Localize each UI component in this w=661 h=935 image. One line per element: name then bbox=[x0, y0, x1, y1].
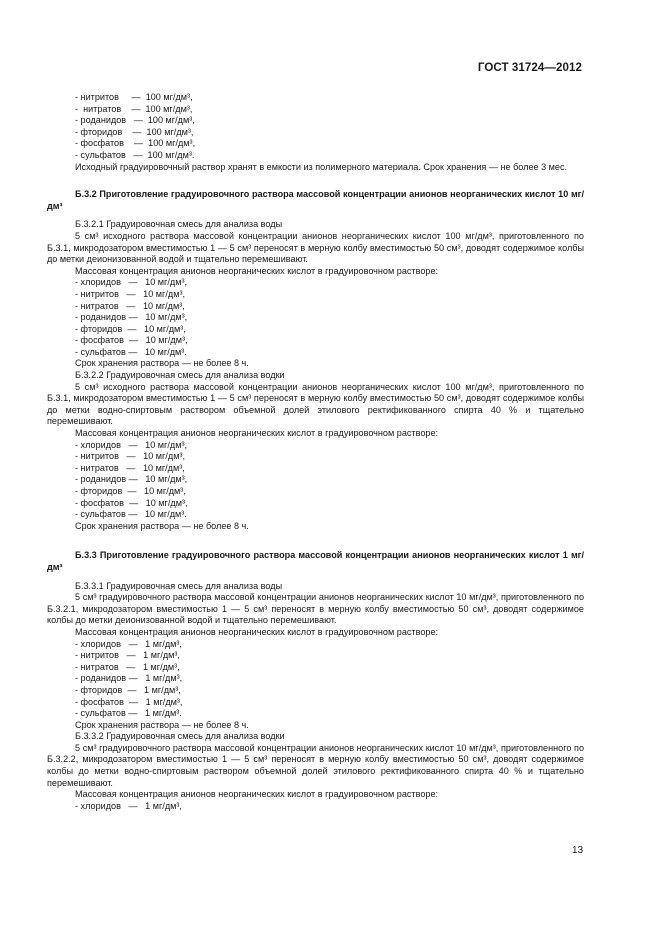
section-heading-b33: Б.3.3 Приготовление градуировочного раствора массовой концентрации анионов неорганических кислот 1 мг/дм³ bbox=[47, 550, 584, 572]
list-item: - роданидов — 10 мг/дм³, bbox=[75, 474, 188, 485]
anion-list-100 bbox=[47, 92, 584, 162]
list-item: - сульфатов — 10 мг/дм³. bbox=[75, 346, 187, 357]
storage-note: Срок хранения раствора — не более 8 ч. bbox=[75, 520, 249, 531]
anion-list bbox=[47, 440, 584, 521]
list-item: - нитратов — 10 мг/дм³, bbox=[75, 300, 185, 311]
list-item: - сульфатов — 10 мг/дм³. bbox=[75, 509, 187, 520]
list-item: - фосфатов — 1 мг/дм³, bbox=[75, 696, 183, 707]
standard-number: ГОСТ 31724—2012 bbox=[477, 62, 582, 74]
anion-list bbox=[47, 277, 584, 358]
subsection-title: Б.3.3.1 Градуировочная смесь для анализа воды bbox=[75, 580, 283, 591]
paragraph: 5 см³ градуировочного раствора массовой концентрации анионов неорганических кислот 10 мг/дм³, приготовленного по Б.3.2.1, микродозатором вместимостью 1 — 5 см³ переносят в мерную колбу вместимостью 50 см³, доводят содержимое колбы до метки деионизованной водой и тщательно перемешивают. bbox=[47, 592, 584, 626]
list-item: - нитратов — 10 мг/дм³, bbox=[75, 462, 185, 473]
list-item: - фторидов — 100 мг/дм³, bbox=[75, 126, 194, 137]
concentration-intro: Массовая концентрация анионов неорганических кислот в градуировочном растворе: bbox=[75, 626, 439, 637]
list-item: - хлоридов — 10 мг/дм³, bbox=[75, 439, 188, 450]
storage-paragraph: Исходный градуировочный раствор хранят в емкости из полимерного материала. Срок хранения — не более 3 мес. bbox=[75, 161, 568, 172]
paragraph: 5 см³ градуировочного раствора массовой концентрации анионов неорганических кислот 10 мг/дм³, приготовленного по Б.3.2.2, микродозатором вместимостью 1 — 5 см³ переносят в мерную колбу вместимостью 50 см³, доводят содержимое колбы до метки водно-спиртовым раствором объемной долей этилового ректификованного спирта 40 % и тщательно перемешивают. bbox=[47, 742, 584, 788]
anion-list bbox=[47, 801, 584, 813]
list-item: - фосфатов — 100 мг/дм³, bbox=[75, 138, 196, 149]
list-item: - нитритов — 10 мг/дм³, bbox=[75, 288, 186, 299]
list-item: - роданидов — 100 мг/дм³, bbox=[75, 115, 195, 126]
list-item: - нитратов — 100 мг/дм³, bbox=[75, 103, 193, 114]
list-item: - сульфатов — 1 мг/дм³. bbox=[75, 708, 182, 719]
list-item: - нитратов — 1 мг/дм³, bbox=[75, 661, 180, 672]
list-item: - фторидов — 1 мг/дм³, bbox=[75, 684, 181, 695]
list-item: - хлоридов — 1 мг/дм³, bbox=[75, 800, 182, 811]
list-item: - фосфатов — 10 мг/дм³, bbox=[75, 335, 188, 346]
subsection-title: Б.3.3.2 Градуировочная смесь для анализа водки bbox=[75, 731, 285, 742]
section-heading-b32: Б.3.2 Приготовление градуировочного раствора массовой концентрации анионов неорганических кислот 10 мг/дм³ bbox=[47, 189, 584, 211]
concentration-intro: Массовая концентрация анионов неорганических кислот в градуировочном растворе: bbox=[75, 428, 439, 439]
list-item: - роданидов — 1 мг/дм³, bbox=[75, 673, 183, 684]
document-body bbox=[47, 92, 584, 812]
concentration-intro: Массовая концентрация анионов неорганических кислот в градуировочном растворе: bbox=[75, 265, 439, 276]
storage-note: Срок хранения раствора — не более 8 ч. bbox=[75, 719, 249, 730]
list-item: - хлоридов — 1 мг/дм³, bbox=[75, 638, 182, 649]
list-item: - роданидов — 10 мг/дм³, bbox=[75, 312, 188, 323]
subsection-title: Б.3.2.2 Градуировочная смесь для анализа водки bbox=[75, 370, 285, 381]
list-item: - фторидов — 10 мг/дм³, bbox=[75, 486, 186, 496]
paragraph: 5 см³ исходного раствора массовой концентрации анионов неорганических кислот 100 мг/дм³, приготовленного по Б.3.1, микродозатором вместимостью 1 — 5 см³ переносят в мерную колбу вместимостью 50 см³, доводят содержимое колбы до метки деионизованной водой и тщательно перемешивают. bbox=[47, 230, 584, 265]
list-item: - хлоридов — 10 мг/дм³, bbox=[75, 277, 188, 288]
storage-note: Срок хранения раствора — не более 8 ч. bbox=[75, 358, 249, 369]
list-item: - фосфатов — 10 мг/дм³, bbox=[75, 497, 188, 508]
subsection-title: Б.3.2.1 Градуировочная смесь для анализа воды bbox=[75, 219, 283, 230]
list-item: - фторидов — 10 мг/дм³, bbox=[75, 323, 186, 334]
concentration-intro: Массовая концентрация анионов неорганических кислот в градуировочном растворе: bbox=[75, 789, 439, 800]
list-item: - нитритов — 100 мг/дм³, bbox=[75, 92, 193, 102]
paragraph: 5 см³ исходного раствора массовой концентрации анионов неорганических кислот 100 мг/дм³, приготовленного по Б.3.1, микродозатором вместимостью 1 — 5 см³ переносят в мерную колбу вместимостью 50 см³, доводят содержимое колбы до метки водно-спиртовым раствором объемной долей этилового ректификованного спирта 40 % и тщательно перемешивают. bbox=[47, 381, 584, 427]
list-item: - сульфатов — 100 мг/дм³. bbox=[75, 149, 195, 160]
anion-list bbox=[47, 639, 584, 720]
list-item: - нитритов — 1 мг/дм³, bbox=[75, 650, 180, 661]
list-item: - нитритов — 10 мг/дм³, bbox=[75, 451, 186, 462]
page-number: 13 bbox=[572, 845, 584, 856]
